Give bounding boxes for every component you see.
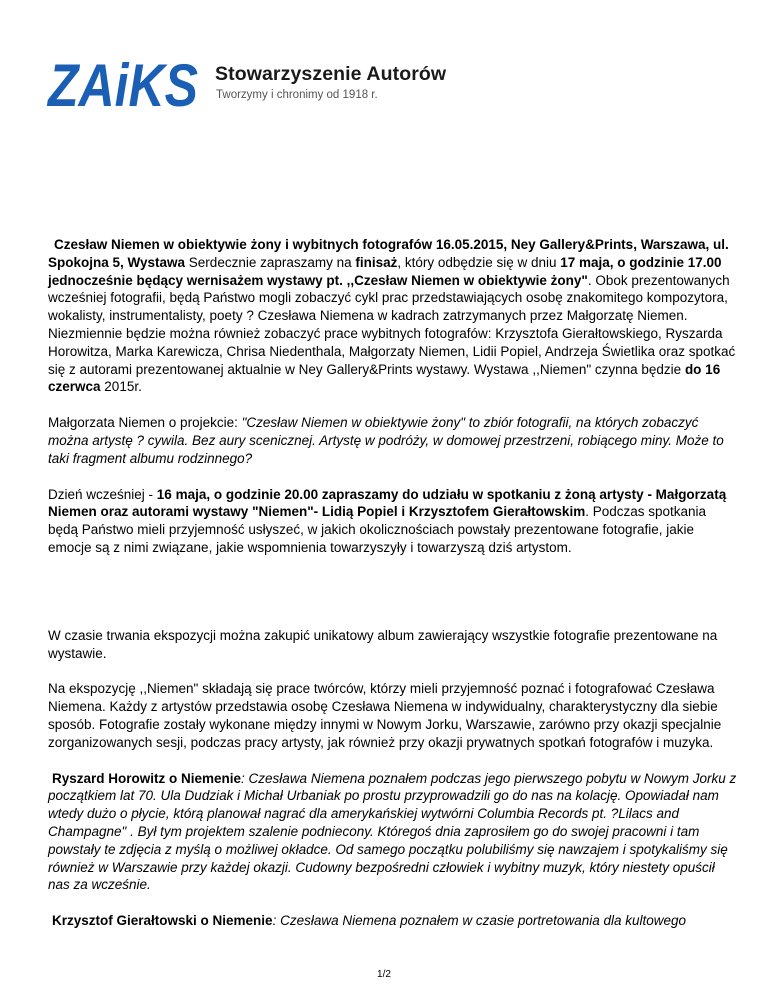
svg-text:ZAiKS: ZAiKS (46, 52, 199, 119)
paragraph-intro: Czesław Niemen w obiektywie żony i wybitnych fotografów 16.05.2015, Ney Gallery&Prints, Warszawa, ul. Spokojna 5, Wystawa Serdecznie zapraszamy na finisaż, który odbędzie się w dniu 17 maja, o godzinie 17.00 jednocześnie będący wernisażem wystawy pt. ,,Czesław Niemen w obiektywie żony". Obok prezentowanych wcześniej fotografii, będą Państwo mogli zobaczyć cykl prac przedstawiających osobę znakomitego kompozytora, wokalisty, instrumentalisty, poety ? Czesława Niemena w kadrach zatrzymanych przez Małgorzatę Niemen. Niezmiennie będzie można również zobaczyć prace wybitnych fotografów: Krzysztofa Gierałtowskiego, Ryszarda Horowitza, Marka Karewicza, Chrisa Niedenthala, Małgorzaty Niemen, Lidii Popiel, Andrzeja Świetlika oraz spotkać się z autorami prezentowanej aktualnie w Ney Gallery&Prints wystawy. Wystawa ,,Niemen" czynna będzie do 16 czerwca 2015r. (48, 237, 736, 395)
brand-title: Stowarzyszenie Autorów (215, 63, 447, 85)
paragraph-meeting: Dzień wcześniej - 16 maja, o godzinie 20.00 zapraszamy do udziału w spotkaniu z żoną artysty - Małgorzatą Niemen oraz autorami wystawy "Niemen"- Lidią Popiel i Krzysztofem Gierałtowskim. Podczas spotkania będą Państwo mieli przyjemność usłyszeć, w jakich okolicznościach powstały prezentowane fotografie, jakie emocje są z nimi związane, jakie wspomnienia towarzyszyły i towarzyszą dziś artystom. (48, 486, 727, 555)
paragraph-quote-niemen: Małgorzata Niemen o projekcie: "Czesław Niemen w obiektywie żony" to zbiór fotografii, na których zobaczyć można artystę ? cywila. Bez aury scenicznej. Artystę w podróży, w domowej przestrzeni, robiącego miny. Może to taki fragment albumu rodzinnego? (48, 415, 724, 466)
intro-headline: Czesław Niemen w obiektywie żony i wybitnych fotografów 16.05.2015, Ney Gallery&Prints, Warszawa, ul. Spokojna 5, Wystawa (48, 237, 729, 270)
page-number: 1/2 (377, 969, 391, 980)
site-header (46, 52, 466, 119)
paragraph-exhibition: Na ekspozycję ,,Niemen" składają się prace twórców, którzy mieli przyjemność poznać i fotografować Czesława Niemena. Każdy z artystów przedstawia osobę Czesława Niemena w indywidualny, charakterystyczny dla siebie sposób. Fotografie zostały wykonane między innymi w Nowym Jorku, Warszawie, zarówno przy okazji specjalnie zorganizowanych sesji, podczas pracy artysty, jak również przy okazji prywatnych spotkań fotografów i muzyka. (48, 681, 722, 750)
paragraph-gieraltowski: Krzysztof Gierałtowski o Niemenie: Czesława Niemena poznałem w czasie portretowania dla kultowego (52, 913, 687, 929)
paragraph-album: W czasie trwania ekspozycji można zakupić unikatowy album zawierający wszystkie fotografie prezentowane na wystawie. (48, 627, 718, 661)
brand-tagline: Tworzymy i chronimy od 1918 r. (216, 89, 378, 101)
article-body (48, 236, 738, 948)
paragraph-horowitz: Ryszard Horowitz o Niemenie: Czesława Niemena poznałem podczas jego pierwszego pobytu w Nowym Jorku z początkiem lat 70. Ula Dudziak i Michał Urbaniak po prostu przyprowadzili go do nas na kolację. Opowiadał nam wtedy dużo o płycie, którą planował nagrać dla amerykańskiej wytwórni Columbia Records pt. ?Lilacs and Champagne" . Był tym projektem szalenie podniecony. Któregoś dnia zaprosiłem go do swojej pracowni i tam powstały te zdjęcia z myślą o możliwej okładce. Od samego początku polubiliśmy się nawzajem i spotykaliśmy się również w Warszawie przy każdej okazji. Cudowny bezpośredni człowiek i wybitny muzyk, który niestety opuścił nas za wcześnie. (48, 770, 737, 893)
zaiks-logo[interactable] (46, 52, 201, 119)
